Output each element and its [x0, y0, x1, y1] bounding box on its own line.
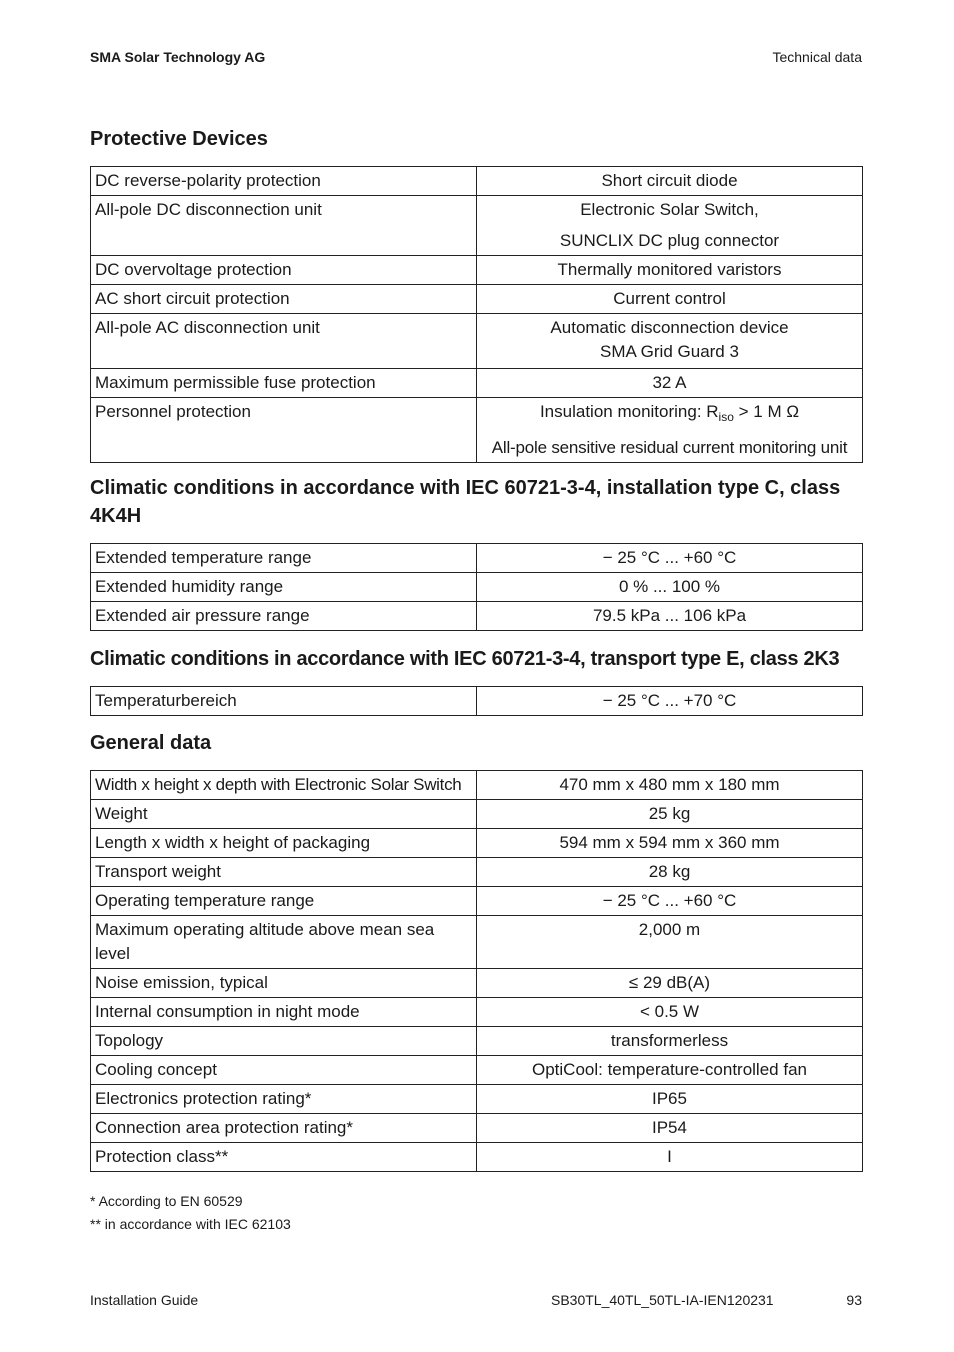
row-label: Connection area protection rating* — [91, 1114, 477, 1143]
row-label: Personnel protection — [91, 398, 477, 463]
row-value: 28 kg — [477, 858, 863, 887]
row-label: Operating temperature range — [91, 887, 477, 916]
footer-doc-number: SB30TL_40TL_50TL-IA-IEN120231 — [551, 1292, 774, 1308]
section-title-climatic-installation: Climatic conditions in accordance with IEC 60721-3-4, installation type C, class 4K4H — [90, 477, 841, 527]
table-row — [91, 314, 863, 369]
row-value — [477, 196, 863, 256]
row-label: DC reverse-polarity protection — [91, 167, 477, 196]
row-value: 25 kg — [477, 800, 863, 829]
row-value: I — [477, 1143, 863, 1172]
insulation-prefix: Insulation monitoring: R — [539, 402, 719, 421]
row-value — [477, 314, 863, 369]
row-value: 0 % ... 100 % — [477, 573, 863, 602]
section-title-climatic-transport: Climatic conditions in accordance with IEC 60721-3-4, transport type E, class 2K3 — [90, 648, 840, 670]
running-header-company: SMA Solar Technology AG — [90, 49, 266, 65]
table-row — [91, 602, 863, 631]
table-row — [91, 687, 863, 716]
table-row — [91, 998, 863, 1027]
protective-devices-table — [90, 166, 863, 463]
row-label: Extended air pressure range — [91, 602, 477, 631]
row-value: − 25 °C ... +70 °C — [477, 687, 863, 716]
footnote-en60529: * According to EN 60529 — [90, 1193, 243, 1209]
table-row — [91, 256, 863, 285]
row-label: Width x height x depth with Electronic Solar Switch — [91, 771, 477, 800]
row-label: Extended temperature range — [91, 544, 477, 573]
row-value: 79.5 kPa ... 106 kPa — [477, 602, 863, 631]
table-row — [91, 196, 863, 256]
row-label: Noise emission, typical — [91, 969, 477, 998]
row-label: Internal consumption in night mode — [91, 998, 477, 1027]
row-value: Thermally monitored varistors — [477, 256, 863, 285]
table-row — [91, 1114, 863, 1143]
table-row — [91, 1056, 863, 1085]
row-value: transformerless — [477, 1027, 863, 1056]
value-line: SUNCLIX DC plug connector — [559, 231, 780, 250]
value-line: SMA Grid Guard 3 — [600, 342, 739, 361]
row-label: Cooling concept — [91, 1056, 477, 1085]
climatic-installation-table — [90, 543, 863, 631]
footer-doc-type: Installation Guide — [90, 1292, 199, 1308]
insulation-monitoring-value — [481, 400, 858, 429]
row-value: 32 A — [477, 369, 863, 398]
value-line: Electronic Solar Switch, — [580, 200, 759, 219]
row-value: ≤ 29 dB(A) — [477, 969, 863, 998]
insulation-subscript: iso — [718, 410, 734, 424]
row-value — [477, 398, 863, 463]
footnote-iec62103: ** in accordance with IEC 62103 — [90, 1216, 291, 1232]
table-row — [91, 398, 863, 463]
row-label: All-pole DC disconnection unit — [91, 196, 477, 256]
row-label: Length x width x height of packaging — [91, 829, 477, 858]
row-label: DC overvoltage protection — [91, 256, 477, 285]
general-data-table — [90, 770, 863, 1172]
section-title-general-data: General data — [90, 732, 212, 754]
row-value: Short circuit diode — [477, 167, 863, 196]
value-line: All-pole sensitive residual current monitoring unit — [491, 438, 848, 457]
table-row — [91, 800, 863, 829]
row-value: − 25 °C ... +60 °C — [477, 544, 863, 573]
row-label: All-pole AC disconnection unit — [91, 314, 477, 369]
row-value: − 25 °C ... +60 °C — [477, 887, 863, 916]
row-label: Weight — [91, 800, 477, 829]
table-row — [91, 916, 863, 969]
table-row — [91, 544, 863, 573]
row-label: AC short circuit protection — [91, 285, 477, 314]
page-number: 93 — [846, 1292, 862, 1308]
insulation-suffix: > 1 M Ω — [733, 402, 800, 421]
row-label: Maximum operating altitude above mean sea level — [91, 916, 477, 969]
row-label: Electronics protection rating* — [91, 1085, 477, 1114]
running-header-chapter: Technical data — [772, 49, 862, 65]
row-value: Current control — [477, 285, 863, 314]
table-row — [91, 1085, 863, 1114]
table-row — [91, 858, 863, 887]
table-row — [91, 369, 863, 398]
row-value: 2,000 m — [477, 916, 863, 969]
row-label: Maximum permissible fuse protection — [91, 369, 477, 398]
row-value: 594 mm x 594 mm x 360 mm — [477, 829, 863, 858]
table-row — [91, 887, 863, 916]
climatic-transport-table — [90, 686, 863, 716]
row-label: Topology — [91, 1027, 477, 1056]
row-label: Temperaturbereich — [91, 687, 477, 716]
table-row — [91, 573, 863, 602]
row-label: Extended humidity range — [91, 573, 477, 602]
table-row — [91, 969, 863, 998]
row-label: Transport weight — [91, 858, 477, 887]
table-row — [91, 1027, 863, 1056]
table-row — [91, 285, 863, 314]
row-value: < 0.5 W — [477, 998, 863, 1027]
row-value: IP54 — [477, 1114, 863, 1143]
row-label: Protection class** — [91, 1143, 477, 1172]
table-row — [91, 829, 863, 858]
row-value: OptiCool: temperature-controlled fan — [477, 1056, 863, 1085]
value-line: Automatic disconnection device — [550, 318, 789, 337]
table-row — [91, 771, 863, 800]
table-row — [91, 1143, 863, 1172]
row-value: IP65 — [477, 1085, 863, 1114]
section-title-protective-devices: Protective Devices — [90, 128, 268, 150]
row-value: 470 mm x 480 mm x 180 mm — [477, 771, 863, 800]
table-row — [91, 167, 863, 196]
